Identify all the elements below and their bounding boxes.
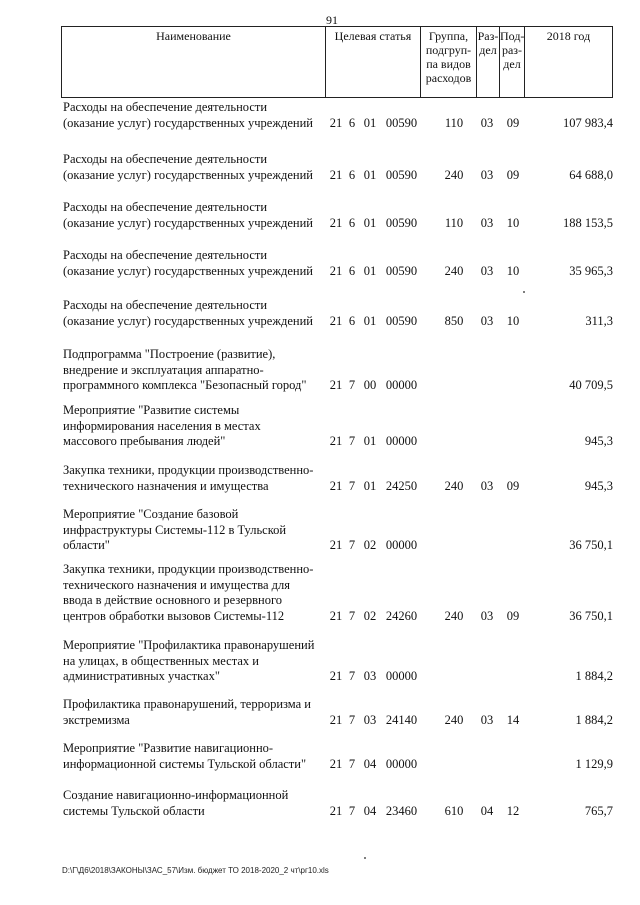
row-name [63,403,325,450]
amount-2018: 64 688,0 [569,167,613,182]
section-code: 03 [480,712,494,727]
row-name-line: Мероприятие "Профилактика правонарушений [63,638,315,652]
code-part-2: 7 [348,712,356,727]
code-part-3: 02 [363,608,377,623]
code-part-3: 03 [363,712,377,727]
code-part-3: 04 [363,756,377,771]
code-part-2: 6 [348,167,356,182]
code-part-1: 21 [329,669,343,683]
subsection-code: 09 [506,115,520,130]
code-part-4: 00000 [385,756,418,771]
amount-2018: 36 750,1 [569,608,613,623]
amount-2018: 945,3 [584,478,613,493]
code-part-3: 04 [363,803,377,818]
code-part-2: 7 [348,669,356,683]
row-name [63,100,325,131]
code-part-2: 7 [348,803,356,818]
header-name: Наименование [62,27,326,98]
code-part-1: 21 [329,434,343,448]
code-part-1: 21 [329,478,343,493]
section-code: 03 [480,263,494,278]
row-name [63,200,325,231]
code-part-4: 00590 [385,115,418,130]
amount-2018: 36 750,1 [569,538,613,552]
expense-group: 850 [444,313,464,328]
code-part-2: 6 [348,115,356,130]
page-number: 91 [326,13,338,27]
row-name-line: на улицах, в общественных местах и [63,653,259,668]
code-part-2: 7 [348,478,356,493]
header-group-line: расходов [425,71,472,85]
row-name-line: области" [63,538,110,552]
row-name-line: Расходы на обеспечение деятельности [63,200,268,214]
code-part-2: 7 [348,608,356,623]
code-part-4: 24260 [385,608,418,623]
row-name [63,741,325,772]
row-name-line: Расходы на обеспечение деятельности [63,298,268,312]
amount-2018: 311,3 [585,313,613,328]
code-part-4: 00000 [385,669,418,683]
row-name [63,697,325,728]
header-subsection-line: Под- [500,29,525,43]
header-subsection-line: раз- [501,43,523,57]
code-part-1: 21 [329,215,343,230]
code-part-3: 01 [363,478,377,493]
subsection-code: 10 [506,215,520,230]
code-part-3: 01 [363,215,377,230]
subsection-code: 10 [506,263,520,278]
expense-group: 110 [444,215,464,230]
scan-dot [523,291,525,293]
row-name [63,463,325,494]
row-name-line: Мероприятие "Развитие навигационно- [63,741,274,755]
row-name-line: технического назначения и имущества для [63,577,290,592]
header-target: Целевая статья [326,27,421,98]
code-part-1: 21 [329,712,343,727]
row-name-line: Расходы на обеспечение деятельности [63,100,268,114]
row-name-line: системы Тульской области [63,803,205,818]
subsection-code: 09 [506,478,520,493]
row-name [63,152,325,183]
code-part-4: 23460 [385,803,418,818]
code-part-2: 7 [348,434,356,448]
row-name-line: (оказание услуг) государственных учреждений [63,215,313,230]
row-name-line: Подпрограмма "Построение (развитие), [63,347,276,361]
code-part-4: 00590 [385,263,418,278]
amount-2018: 1 129,9 [575,756,613,771]
subsection-code: 12 [506,803,520,818]
row-name [63,788,325,819]
row-name-line: технического назначения и имущества [63,478,269,493]
row-name [63,638,325,685]
row-name-line: Закупка техники, продукции производственно- [63,562,314,576]
row-name [63,562,325,624]
expense-group: 240 [444,712,464,727]
row-name-line: центров обработки вызовов Системы-112 [63,608,285,623]
code-part-3: 01 [363,434,377,448]
row-name-line: информационной системы Тульской области" [63,756,307,771]
table-header [61,26,613,98]
code-part-2: 7 [348,538,356,552]
code-part-2: 7 [348,378,356,392]
row-name-line: Создание навигационно-информационной [63,788,289,802]
row-name-line: Мероприятие "Создание базовой [63,507,239,521]
row-name [63,507,325,554]
code-part-4: 00000 [385,434,418,448]
row-name-line: массового пребывания людей" [63,434,226,448]
header-group-line: подгруп- [425,43,472,57]
code-part-3: 03 [363,669,377,683]
header-year: 2018 год [525,27,613,98]
row-name-line: программного комплекса "Безопасный город" [63,378,307,392]
header-section-line: Раз- [477,29,499,43]
code-part-4: 24140 [385,712,418,727]
section-code: 03 [480,313,494,328]
amount-2018: 35 965,3 [569,263,613,278]
amount-2018: 107 983,4 [563,115,613,130]
code-part-1: 21 [329,803,343,818]
row-name-line: (оказание услуг) государственных учреждений [63,167,313,182]
code-part-4: 00590 [385,215,418,230]
code-part-1: 21 [329,608,343,623]
code-part-3: 01 [363,313,377,328]
section-code: 03 [480,608,494,623]
row-name-line: ввода в действие основного и резервного [63,593,283,607]
code-part-1: 21 [329,378,343,392]
expense-group: 240 [444,263,464,278]
section-code: 03 [480,215,494,230]
header-group [421,27,477,98]
expense-group: 110 [444,115,464,130]
amount-2018: 945,3 [584,434,613,448]
row-name-line: инфраструктуры Системы-112 в Тульской [63,522,287,537]
amount-2018: 1 884,2 [575,669,613,683]
section-code: 03 [480,115,494,130]
code-part-3: 00 [363,378,377,392]
subsection-code: 14 [506,712,520,727]
expense-group: 240 [444,478,464,493]
row-name-line: (оказание услуг) государственных учреждений [63,313,313,328]
code-part-4: 00590 [385,167,418,182]
row-name-line: внедрение и эксплуатация аппаратно- [63,362,264,377]
amount-2018: 40 709,5 [569,378,613,392]
row-name-line: административных участках" [63,669,220,683]
row-name-line: информирования населения в местах [63,418,261,433]
section-code: 04 [480,803,494,818]
subsection-code: 10 [506,313,520,328]
row-name-line: Профилактика правонарушений, терроризма и [63,697,311,711]
code-part-1: 21 [329,167,343,182]
code-part-1: 21 [329,538,343,552]
row-name-line: Закупка техники, продукции производственно- [63,463,314,477]
code-part-2: 6 [348,215,356,230]
header-subsection [500,27,525,98]
code-part-2: 7 [348,756,356,771]
section-code: 03 [480,478,494,493]
row-name-line: (оказание услуг) государственных учреждений [63,115,313,130]
amount-2018: 1 884,2 [575,712,613,727]
amount-2018: 188 153,5 [563,215,613,230]
expense-group: 610 [444,803,464,818]
amount-2018: 765,7 [584,803,613,818]
header-section-line: дел [479,43,497,57]
code-part-2: 6 [348,313,356,328]
header-subsection-line: дел [503,57,521,71]
file-path-footer: D:\Г\Д6\2018\ЗАКОНЫ\ЗАС_57\Изм. бюджет ТО 2018-2020_2 чт\рг10.xls [62,866,329,875]
code-part-1: 21 [329,313,343,328]
row-name [63,298,325,329]
row-name-line: экстремизма [63,712,130,727]
code-part-4: 00590 [385,313,418,328]
row-name-line: Мероприятие "Развитие системы [63,403,240,417]
code-part-2: 6 [348,263,356,278]
header-section [477,27,500,98]
code-part-1: 21 [329,756,343,771]
code-part-4: 00000 [385,378,418,392]
expense-group: 240 [444,608,464,623]
section-code: 03 [480,167,494,182]
row-name-line: (оказание услуг) государственных учреждений [63,263,313,278]
expense-group: 240 [444,167,464,182]
header-group-line: Группа, [428,29,469,43]
code-part-3: 01 [363,167,377,182]
code-part-3: 01 [363,263,377,278]
code-part-3: 01 [363,115,377,130]
code-part-4: 24250 [385,478,418,493]
code-part-4: 00000 [385,538,418,552]
code-part-1: 21 [329,263,343,278]
scan-dot [364,857,366,859]
header-group-line: па видов [426,57,471,71]
subsection-code: 09 [506,608,520,623]
code-part-1: 21 [329,115,343,130]
row-name [63,248,325,279]
row-name-line: Расходы на обеспечение деятельности [63,248,268,262]
row-name [63,347,325,394]
subsection-code: 09 [506,167,520,182]
row-name-line: Расходы на обеспечение деятельности [63,152,268,166]
code-part-3: 02 [363,538,377,552]
